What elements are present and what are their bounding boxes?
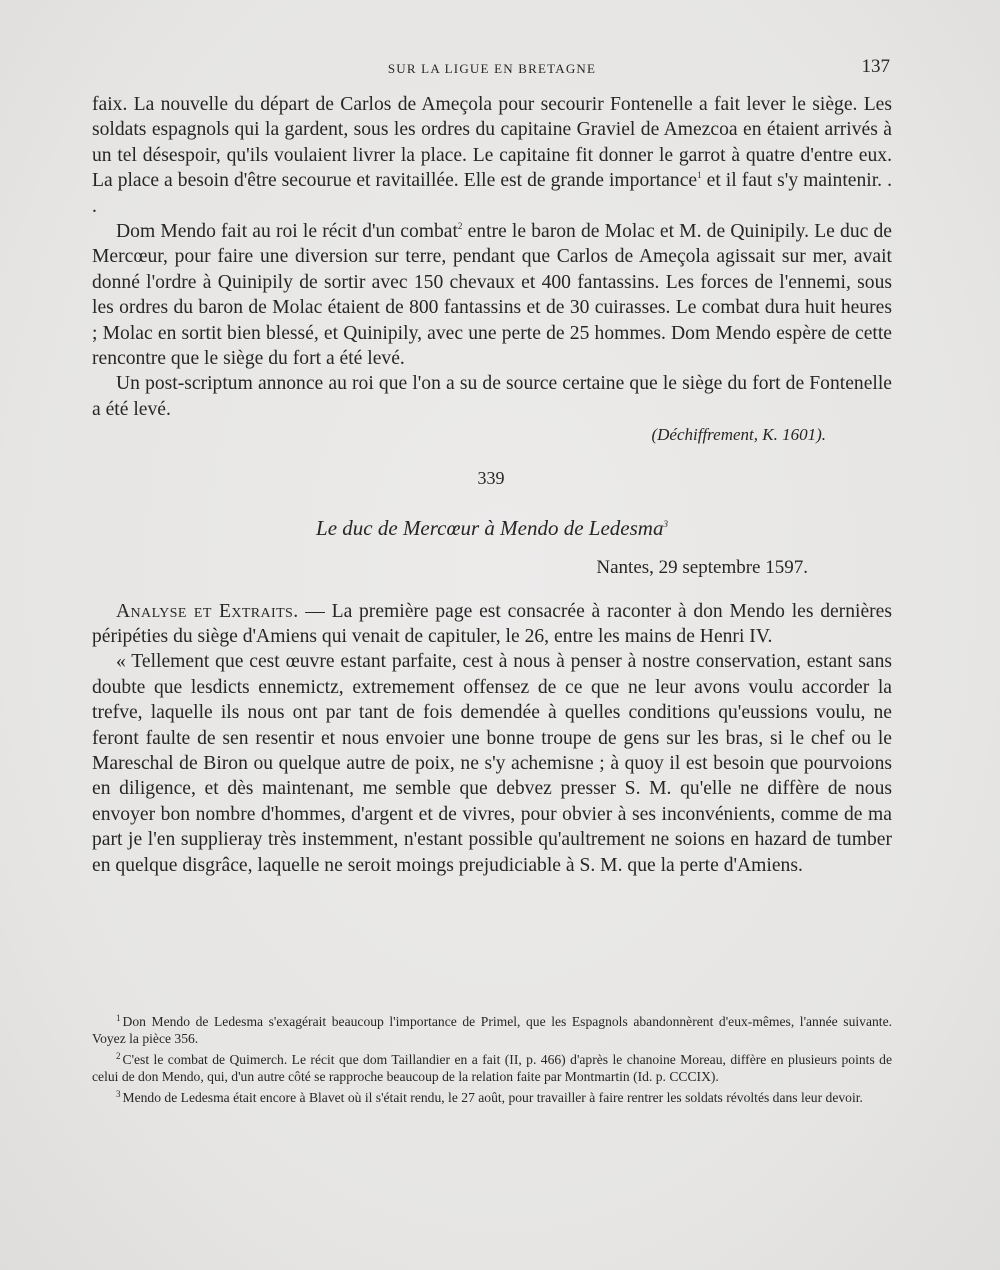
paragraph-text: faix. La nouvelle du départ de Carlos de Ameçola pour secourir Fontenelle a fait lever le siège. Les soldats espagnols qui la gardent, sous les ordres du capitaine Graviel de Amezcoa en étaient arrivés à un tel désespoir, qu'ils voulaient livrer la place. Le capitaine fit donner le garrot à quatre d'entre eux. La place a besoin d'être secourue et ravitaillée. Elle est de grande importance (92, 94, 892, 192)
document-title (92, 516, 892, 541)
source-reference: (Déchiffrement, K. 1601). (651, 425, 826, 445)
analysis-text: — La première page est consacrée à raconter à don Mendo les dernières péripéties du siège d'Amiens qui venait de capituler, le 26, entre les mains de Henri IV. (92, 600, 892, 647)
footnote-text: Don Mendo de Ledesma s'exagérait beaucoup l'importance de Primel, que les Espagnols abandonnèrent d'eux-mêmes, l'année suivante. Voyez la pièce 356. (92, 1014, 892, 1047)
footnote-ref: 1 (697, 170, 702, 181)
footnote-mark: 1 (116, 1013, 121, 1023)
footnote (92, 1010, 892, 1048)
body-text (92, 92, 892, 878)
paragraph-text: et il faut s'y maintenir. . . (92, 170, 892, 217)
analysis-paragraph (92, 599, 892, 650)
document-dateline: Nantes, 29 septembre 1597. (596, 557, 808, 579)
footnote-text: C'est le combat de Quimerch. Le récit que dom Taillandier en a fait (II, p. 466) d'après le chanoine Moreau, diffère en plusieurs points de celui de don Mendo, qui, d'un autre côté se rapproche beaucoup de la relation faite par Montmartin (Id. p. CCCIX). (92, 1051, 892, 1085)
analysis-label: Analyse et Extraits. (116, 600, 299, 622)
page-number: 137 (861, 56, 890, 77)
paragraph-text: entre le baron de Molac et M. de Quinipily. Le duc de Mercœur, pour faire une diversion sur terre, pendant que Carlos de Ameçola agissait sur mer, avait donné l'ordre à Quinipily de sortir avec 150 chevaux et 400 fantassins. Les forces de l'ennemi, sous les ordres du baron de Molac étaient de 800 fantassins et de 30 cuirasses. Le combat dura huit heures ; Molac en sortit bien blessé, et Quinipily, avec une perte de 25 hommes. Dom Mendo espère de cette rencontre que le siège du fort a été levé. (92, 221, 892, 370)
footnote-ref: 3 (663, 518, 668, 529)
running-title: SUR LA LIGUE EN BRETAGNE (387, 61, 597, 76)
document-number: 339 (477, 468, 505, 489)
footnote-mark: 2 (116, 1050, 121, 1061)
footnote (92, 1086, 892, 1106)
quoted-extract: « Tellement que cest œuvre estant parfaite, cest à nous à penser à nostre conservation, estant sans doubte que lesdicts ennemictz, extremement offensez de ce que ne leur avons voulu accorder la trefve, laquelle ils nous ont par tant de fois demendée à quelles conditions qu'eussions voulu, ne feront faulte de sen resentir et nous envoier une bonne troupe de gens sur les bras, si le chef ou le Mareschal de Biron ou quelque autre de poix, ne s'y achemisne ; à quoy il est besoin que pourvoions en diligence, et dès maintenant, me semble que debvez presser S. M. qu'elle ne diffère de nous envoyer bon nombre d'hommes, d'argent et de vivres, pour obvier à ses inconvénients, comme de ma part je l'en supplieray très instemment, n'estant possible qu'aultrement ne soions en hazard de tumber en quelque disgrâce, laquelle ne seroit moings prejudiciable à S. M. que la perte d'Amiens. (92, 651, 892, 876)
footnote-text: Mendo de Ledesma était encore à Blavet où il s'était rendu, le 27 août, pour travailler à faire rentrer les soldats révoltés dans leur devoir. (122, 1089, 863, 1105)
document-title-text: Le duc de Mercœur à Mendo de Ledesma (316, 515, 664, 540)
footnote (92, 1048, 892, 1086)
footnote-mark: 3 (116, 1088, 121, 1099)
paragraph-continuation (92, 92, 892, 219)
paragraph-postscript: Un post-scriptum annonce au roi que l'on a su de source certaine que le siège du fort de Fontenelle a été levé. (92, 373, 892, 420)
footnotes (92, 1010, 892, 1106)
running-head (92, 58, 892, 78)
paragraph-text: Dom Mendo fait au roi le récit d'un combat (116, 221, 458, 243)
footnote-ref: 2 (457, 221, 463, 232)
paragraph-combat (92, 219, 892, 371)
